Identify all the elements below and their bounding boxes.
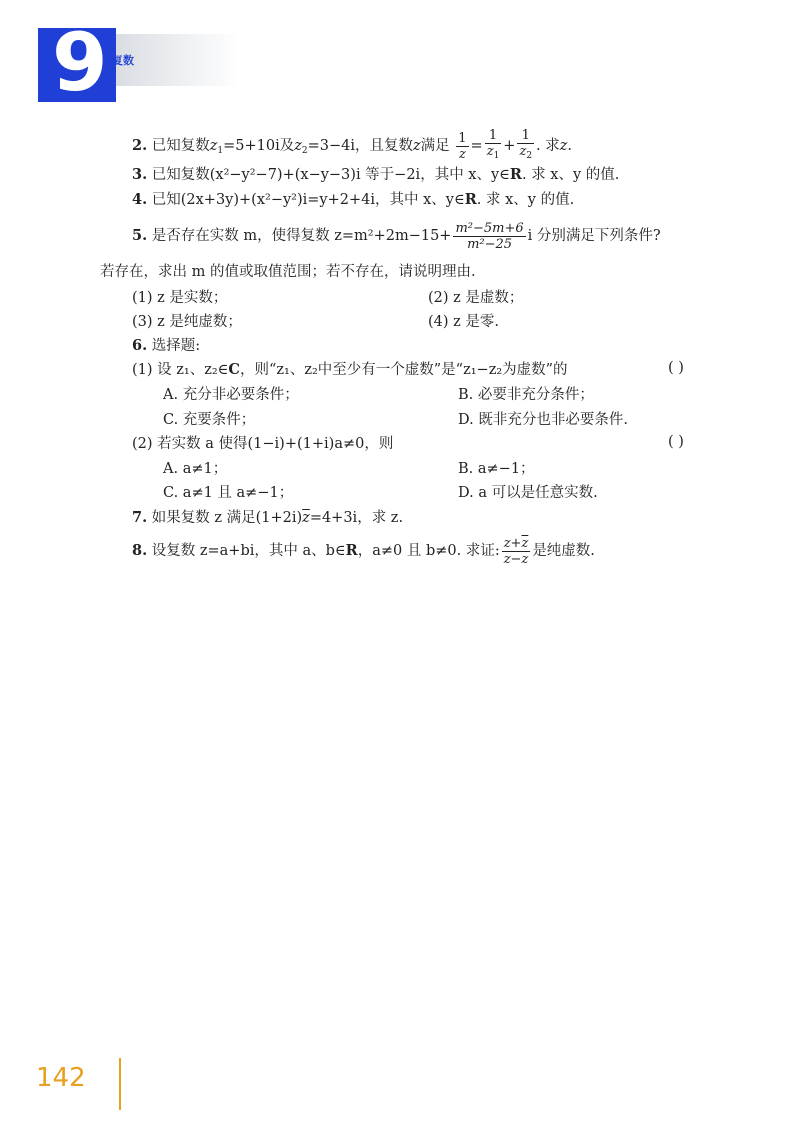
problem-3: 3. 已知复数(x²−y²−7)+(x−y−3)i 等于−2i，其中 x、y∈R. 求 x、y 的值.	[132, 166, 620, 183]
problem-5-c2: (2) z 是虚数；	[428, 290, 524, 306]
q1-option-b: B. 必要非充分条件；	[458, 387, 594, 403]
problem-5-c3: (3) z 是纯虚数；	[132, 314, 242, 330]
fraction-z-plus-zbar: $\frac{z+\overline{z}}{z-\overline{z}}$	[503, 535, 529, 567]
fraction-m-expression: $\frac{\text{m²−5m+6}}{\text{m²−25}}$	[455, 220, 524, 252]
problem-6: 6. 选择题:	[132, 337, 201, 354]
chapter-title: 复数	[112, 54, 134, 67]
answer-paren-q1: ( )	[668, 360, 684, 376]
problem-6-q1: (1) 设 z₁、z₂∈C，则“z₁、z₂中至少有一个虚数”是“z₁−z₂为虚数”的	[132, 361, 568, 378]
page-number-divider	[119, 1058, 121, 1110]
problem-8: 8. 设复数 z=a+bi，其中 a、b∈R，a≠0 且 b≠0. 求证: $\frac{z+\overline{z}}{z-\overline{z}}$ 是纯虚数.	[132, 535, 595, 567]
q2-option-c: C. a≠1 且 a≠−1；	[163, 485, 294, 501]
problem-4: 4. 已知(2x+3y)+(x²−y²)i=y+2+4i，其中 x、y∈R. 求 x、y 的值.	[132, 191, 575, 208]
problem-2: 2. 已知复数$z_1=5+10i$及$z_2=3-4i$，且复数z满足 $\frac{1}{z}$ = $\frac{1}{\overline{z}_1}$ + $\frac{1}{\overline{z}_2}$ . 求z.	[132, 128, 572, 164]
problem-7: 7. 如果复数 z 满足$(1+2i)\overline{z}=4+3i$，求 z.	[132, 509, 404, 526]
problem-6-q2: (2) 若实数 a 使得(1−i)+(1+i)a≠0，则	[132, 436, 394, 452]
chapter-number: 9	[52, 16, 108, 109]
q1-option-a: A. 充分非必要条件；	[163, 387, 299, 403]
answer-paren-q2: ( )	[668, 434, 684, 450]
q2-option-b: B. a≠−1；	[458, 461, 535, 477]
q1-option-c: C. 充要条件；	[163, 412, 256, 428]
fraction-1-over-z: $\frac{1}{z}$	[458, 130, 467, 162]
q2-option-d: D. a 可以是任意实数.	[458, 485, 598, 501]
problem-5: 5. 是否存在实数 m，使得复数 z=m²+2m−15+ $\frac{\text{m²−5m+6}}{\text{m²−25}}$ i 分别满足下列条件?	[132, 220, 661, 252]
problem-5-c1: (1) z 是实数；	[132, 290, 228, 306]
problem-5-c4: (4) z 是零.	[428, 314, 500, 330]
q2-option-a: A. a≠1；	[163, 461, 228, 477]
q1-option-d: D. 既非充分也非必要条件.	[458, 412, 628, 428]
fraction-1-over-z1bar: $\frac{1}{\overline{z}_1}$	[486, 128, 500, 161]
page-number: 142	[36, 1063, 86, 1093]
problem-5-line2: 若存在，求出 m 的值或取值范围；若不存在，请说明理由.	[100, 264, 476, 280]
fraction-1-over-z2bar: $\frac{1}{\overline{z}_2}$	[519, 128, 533, 161]
